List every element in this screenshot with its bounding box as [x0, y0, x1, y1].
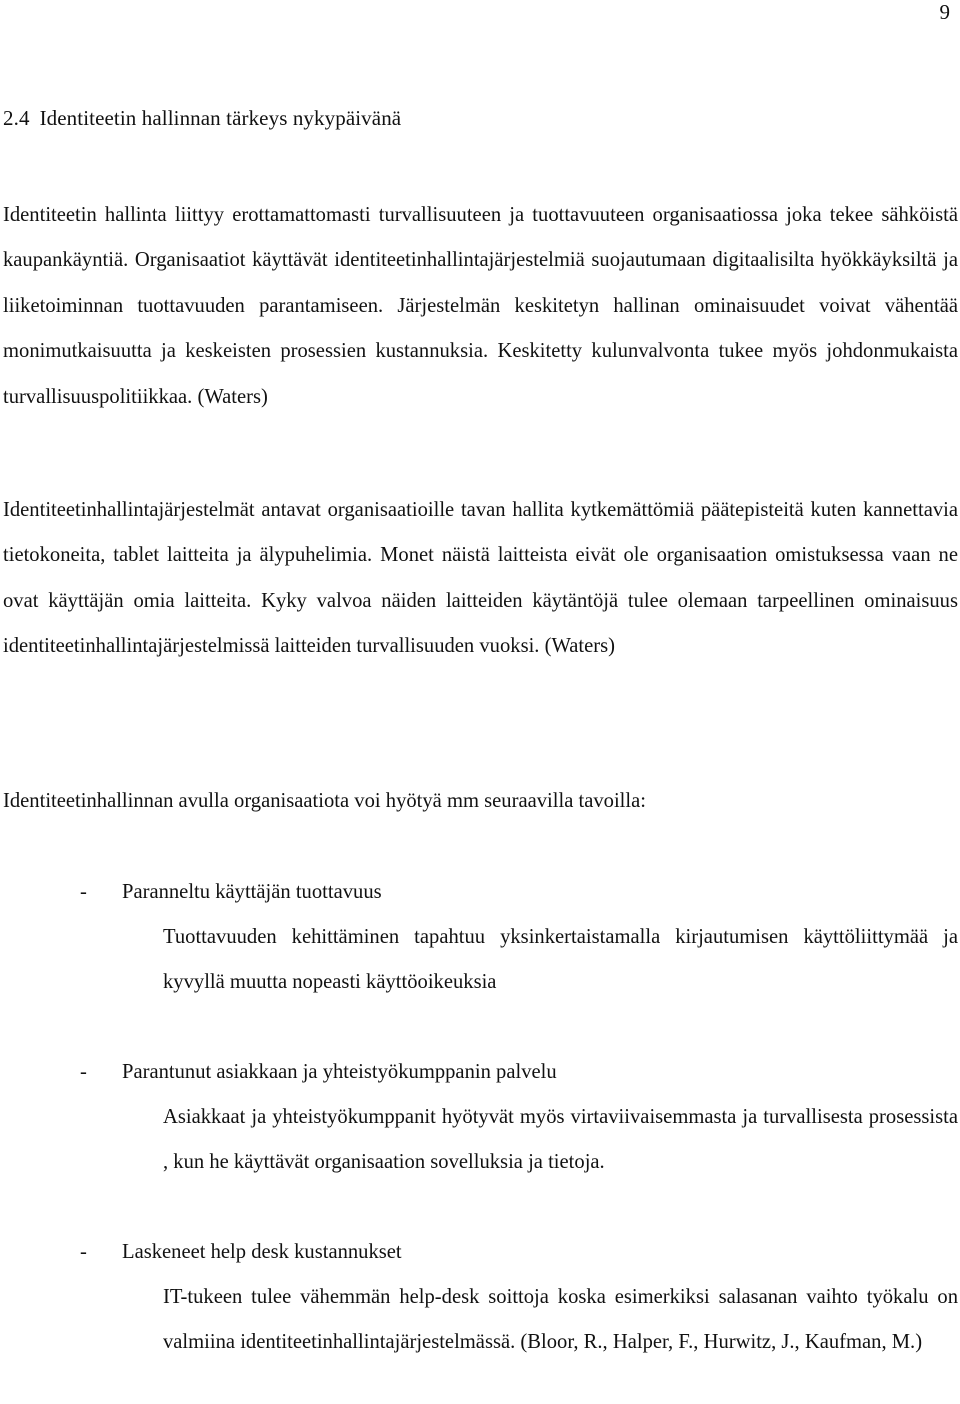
benefit-title-text: Parantunut asiakkaan ja yhteistyökumppanin palvelu [122, 1061, 557, 1083]
paragraph-benefits-intro: Identiteetinhallinnan avulla organisaatiota voi hyötyä mm seuraavilla tavoilla: [3, 790, 646, 812]
benefit-title-user-productivity [80, 870, 382, 915]
paragraph-identity-management-importance: Identiteetin hallinta liittyy erottamattomasti turvallisuuteen ja tuottavuuteen organisaatiossa joka tekee sähköistä kaupankäyntiä. Organisaatiot käyttävät identiteetinhallintajärjestelmiä suojautumaan digitaalisilta hyökkäyksiltä ja liiketoiminnan tuottavuuden parantamiseen. Järjestelmän keskitetyn hallinan ominaisuudet voivat vähentää monimutkaisuutta ja keskeisten prosessien kustannuksia. Keskitetty kulunvalvonta tukee myös johdonmukaista turvallisuuspolitiikkaa. (Waters) [3, 204, 958, 408]
dash-bullet: - [80, 1241, 87, 1263]
section-number: 2.4 [3, 106, 30, 130]
benefit-title-help-desk-costs [80, 1230, 402, 1275]
paragraph-endpoint-management: Identiteetinhallintajärjestelmät antavat organisaatioille tavan hallita kytkemättömiä päätepisteitä kuten kannettavia tietokoneita, tablet laitteita ja älypuhelimia. Monet näistä laitteista eivät ole organisaation omistuksessa vaan ne ovat käyttäjän omia laitteita. Kyky valvoa näiden laitteiden käytäntöjä tulee olemaan tarpeellinen ominaisuus identiteetinhallintajärjestelmissä laitteiden turvallisuuden vuoksi. (Waters) [3, 499, 958, 658]
dash-bullet: - [80, 881, 87, 903]
dash-bullet: - [80, 1061, 87, 1083]
benefit-description-user-productivity: Tuottavuuden kehittäminen tapahtuu yksinkertaistamalla kirjautumisen käyttöliittymää ja kyvyllä muutta nopeasti käyttöoikeuksia [163, 926, 958, 994]
section-heading [3, 104, 401, 132]
benefit-title-text: Laskeneet help desk kustannukset [122, 1241, 402, 1263]
benefit-description-help-desk-costs: IT-tukeen tulee vähemmän help-desk soittoja koska esimerkiksi salasanan vaihto työkalu on valmiina identiteetinhallintajärjestelmässä. (Bloor, R., Halper, F., Hurwitz, J., Kaufman, M.) [163, 1286, 958, 1354]
benefit-title-text: Paranneltu käyttäjän tuottavuus [122, 881, 382, 903]
section-title: Identiteetin hallinnan tärkeys nykypäivänä [39, 106, 402, 130]
benefit-title-customer-service [80, 1050, 557, 1095]
page-number: 9 [939, 0, 950, 24]
benefit-description-customer-service: Asiakkaat ja yhteistyökumppanit hyötyvät myös virtaviivaisemmasta ja turvallisesta prosessista , kun he käyttävät organisaation sovelluksia ja tietoja. [163, 1106, 958, 1174]
